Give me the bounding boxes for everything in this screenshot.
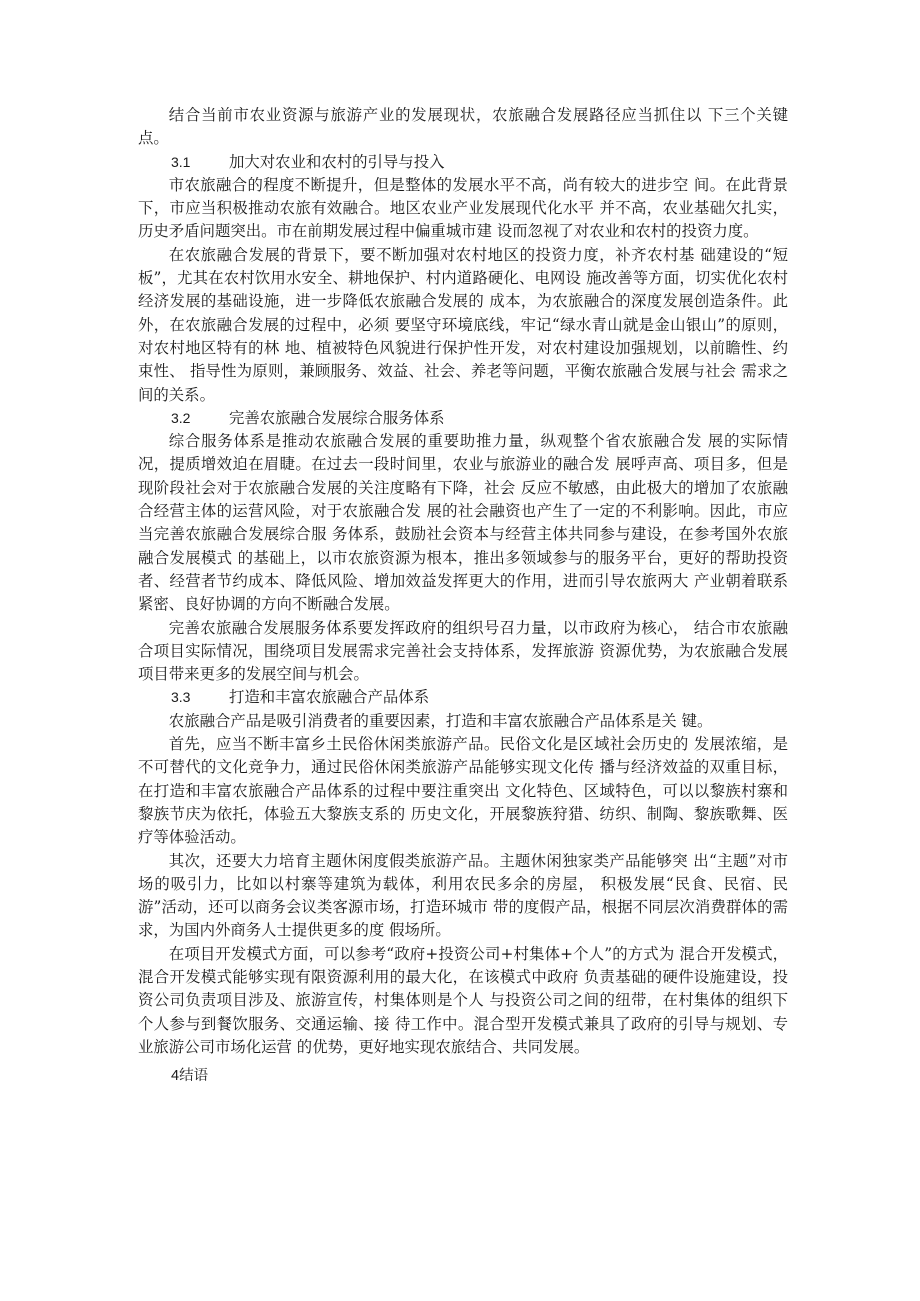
section-number: 3.3 bbox=[171, 689, 191, 706]
section-heading-3-3 bbox=[138, 686, 788, 709]
paragraph: 农旅融合产品是吸引消费者的重要因素，打造和丰富农旅融合产品体系是关 键。 bbox=[168, 711, 713, 730]
paragraph: 综合服务体系是推动农旅融合发展的重要助推力量，纵观整个省农旅融合发 展的实际情况，提质增效迫在眉睫。在过去一段时间里，农业与旅游业的融合发 展呼声高、项目多，但是现阶段社会对于农旅融合发展的关注度略有下降，社会 反应不敏感，由此极大的增加了农旅融合经营主体的运营风险，对于农旅融合发 展的社会融资也产生了一定的不利影响。因此，市应当完善农旅融合发展综合服 务体系，鼓励社会资本与经营主体共同参与建设，在参考国外农旅融合发展模式 的基础上，以市农旅资源为根本，推出多领域参与的服务平台，更好的帮助投资 者、经营者节约成本、降低风险、增加效益发挥更大的作用，进而引导农旅两大 产业朝着联系紧密、良好协调的方向不断融合发展。 bbox=[138, 432, 788, 614]
conclusion-heading: 4结语 bbox=[171, 1068, 209, 1085]
paragraph: 在农旅融合发展的背景下，要不断加强对农村地区的投资力度，补齐农村基 础建设的“短板”，尤其在农村饮用水安全、耕地保护、村内道路硬化、电网设 施改善等方面，切实优化农村经济发展的基础设施，进一步降低农旅融合发展的 成本，为农旅融合的深度发展创造条件。此外，在农旅融合发展的过程中，必须 要坚守环境底线，牢记“绿水青山就是金山银山”的原则，对农村地区特有的林 地、植被特色风貌进行保护性开发，对农村建设加强规划，以前瞻性、约束性、 指导性为原则，兼顾服务、效益、社会、养老等问题，平衡农旅融合发展与社会 需求之间的关系。 bbox=[138, 245, 788, 404]
section-number: 3.2 bbox=[171, 409, 191, 426]
intro-paragraph: 结合当前市农业资源与旅游产业的发展现状，农旅融合发展路径应当抓住以 下三个关键点。 bbox=[138, 106, 788, 148]
section-title: 打造和丰富农旅融合产品体系 bbox=[229, 688, 430, 707]
section-heading-3-1 bbox=[138, 151, 788, 174]
paragraph: 首先，应当不断丰富乡土民俗休闲类旅游产品。民俗文化是区域社会历史的 发展浓缩，是不可替代的文化竞争力，通过民俗休闲类旅游产品能够实现文化传 播与经济效益的双重目标，在打造和丰富农旅融合产品体系的过程中要注重突出 文化特色、区域特色，可以以黎族村寨和黎族节庆为依托，体验五大黎族支系的 历史文化，开展黎族狩猎、纺织、制陶、黎族歌舞、医疗等体验活动。 bbox=[138, 735, 788, 847]
document-body bbox=[138, 104, 788, 1103]
section-heading-3-2 bbox=[138, 407, 788, 430]
paragraph: 市农旅融合的程度不断提升，但是整体的发展水平不高，尚有较大的进步空 间。在此背景下，市应当积极推动农旅有效融合。地区农业产业发展现代化水平 并不高，农业基础欠扎实，历史矛盾问题突出。市在前期发展过程中偏重城市建 设而忽视了对农业和农村的投资力度。 bbox=[138, 175, 788, 241]
section-title: 加大对农业和农村的引导与投入 bbox=[229, 152, 445, 171]
paragraph: 完善农旅融合发展服务体系要发挥政府的组织号召力量，以市政府为核心， 结合市农旅融合项目实际情况，围绕项目发展需求完善社会支持体系，发挥旅游 资源优势，为农旅融合发展项目带来更多的发展空间与机会。 bbox=[138, 618, 788, 684]
section-number: 3.1 bbox=[171, 153, 191, 170]
paragraph: 在项目开发模式方面，可以参考“政府+投资公司+村集体+个人”的方式为 混合开发模式，混合开发模式能够实现有限资源利用的最大化，在该模式中政府 负责基础的硬件设施建设，投资公司负责项目涉及、旅游宣传，村集体则是个人 与投资公司之间的纽带，在村集体的组织下个人参与到餐饮服务、交通运输、接 待工作中。混合型开发模式兼具了政府的引导与规划、专业旅游公司市场化运营 的优势，更好地实现农旅结合、共同发展。 bbox=[138, 944, 788, 1056]
paragraph: 其次，还要大力培育主题休闲度假类旅游产品。主题休闲独家类产品能够突 出“主题”对市场的吸引力，比如以村寨等建筑为载体，利用农民多余的房屋， 积极发展“民食、民宿、民游”活动，还可以商务会议类客源市场，打造环城市 带的度假产品，根据不同层次消费群体的需求，为国内外商务人士提供更多的度 假场所。 bbox=[138, 851, 788, 940]
section-title: 完善农旅融合发展综合服务体系 bbox=[229, 408, 445, 427]
